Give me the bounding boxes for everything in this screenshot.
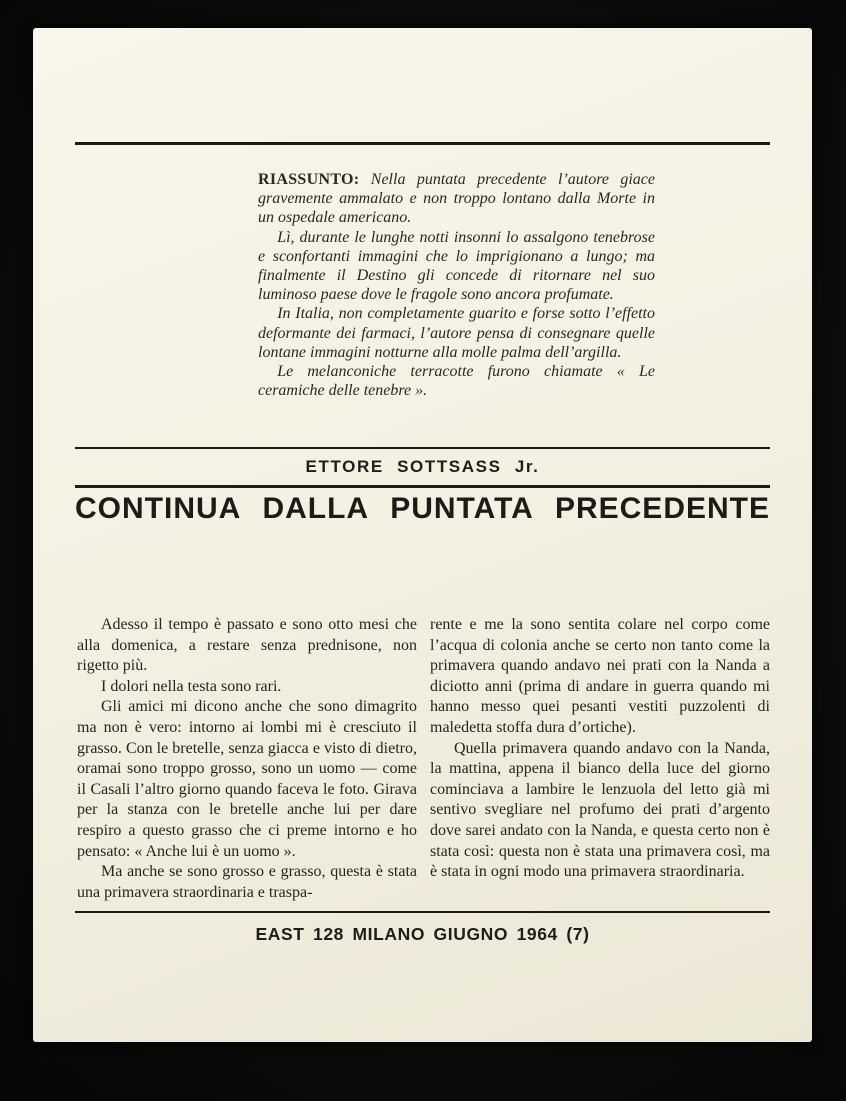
magazine-page (33, 28, 812, 1042)
summary-paragraph (258, 170, 655, 228)
paragraph: Adesso il tempo è passato e sono otto mesi che alla domenica, a restare senza prednisone, non rigetto più. (77, 616, 417, 675)
byline: ETTORE SOTTSASS Jr. (305, 457, 540, 476)
paragraph: Gli amici mi dicono anche che sono dimagrito ma non è vero: intorno ai lombi mi è cresciuto il grasso. Con le bretelle, senza giacca e visto di dietro, oramai sono troppo grosso, sono un uomo — come il Casali l’altro giorno quando faceva le foto. Girava per la stanza con le bretelle anche lui per dare respiro a questo grasso che ci preme intorno e ho pensato: « Anche lui è un uomo ». (77, 698, 417, 860)
left-column (77, 615, 417, 903)
byline-top-rule (75, 447, 770, 449)
right-column (430, 615, 770, 903)
byline-bottom-rule (75, 485, 770, 488)
paragraph: Ma anche se sono grosso e grasso, questa è stata una primavera straordinaria e traspa- (77, 863, 417, 901)
page-title (75, 492, 770, 526)
summary-text: Nella puntata precedente l’autore giace gravemente ammalato e non troppo lontano dalla Morte in un ospedale americano. (258, 171, 655, 227)
footer-rule (75, 911, 770, 913)
summary-lead: RIASSUNTO: (258, 171, 360, 188)
title-word: DALLA (262, 492, 370, 525)
imprint-line: EAST 128 MILANO GIUGNO 1964 (7) (255, 924, 590, 944)
paragraph: rente e me la sono sentita colare nel corpo come l’acqua di colonia anche se certo non tanto come la primavera quando andavo nei prati con la Nanda a diciotto anni (prima di andare in guerra quando mi hanno messo quei pesanti vestiti puzzolenti di maledetta stoffa dura d’ortiche). (430, 616, 770, 736)
paragraph: Lì, durante le lunghe notti insonni lo assalgono tenebrose e sconfortanti immagini che lo imprigionano a lungo; ma finalmente il Destino gli concede di ritornare nel suo luminoso paese dove le fragole sono ancora profumate. (258, 228, 655, 304)
title-word: PUNTATA (390, 492, 534, 525)
title-word: PRECEDENTE (554, 492, 770, 525)
top-rule (75, 142, 770, 145)
paragraph: Quella primavera quando andavo con la Nanda, la mattina, appena il bianco della luce del giorno cominciava a lambire le lenzuola del letto già mi sentivo svegliare nel profumo dei prati d’argento dove sarei andato con la Nanda, e questa certo non è stata così: questa non è stata una primavera così, ma è stata in ogni modo una primavera straordinaria. (430, 739, 770, 881)
title-word: CONTINUA (75, 492, 242, 525)
body-text (77, 615, 770, 903)
summary-paragraphs (258, 228, 655, 401)
paragraph: In Italia, non completamente guarito e forse sotto l’effetto deformante dei farmaci, l’autore pensa di consegnare quelle lontane immagini notturne alla molle palma dell’argilla. (258, 305, 655, 361)
summary-block (258, 170, 655, 400)
paragraph: I dolori nella testa sono rari. (101, 677, 282, 695)
paragraph: Le melanconiche terracotte furono chiamate « Le ceramiche delle tenebre ». (258, 363, 655, 400)
